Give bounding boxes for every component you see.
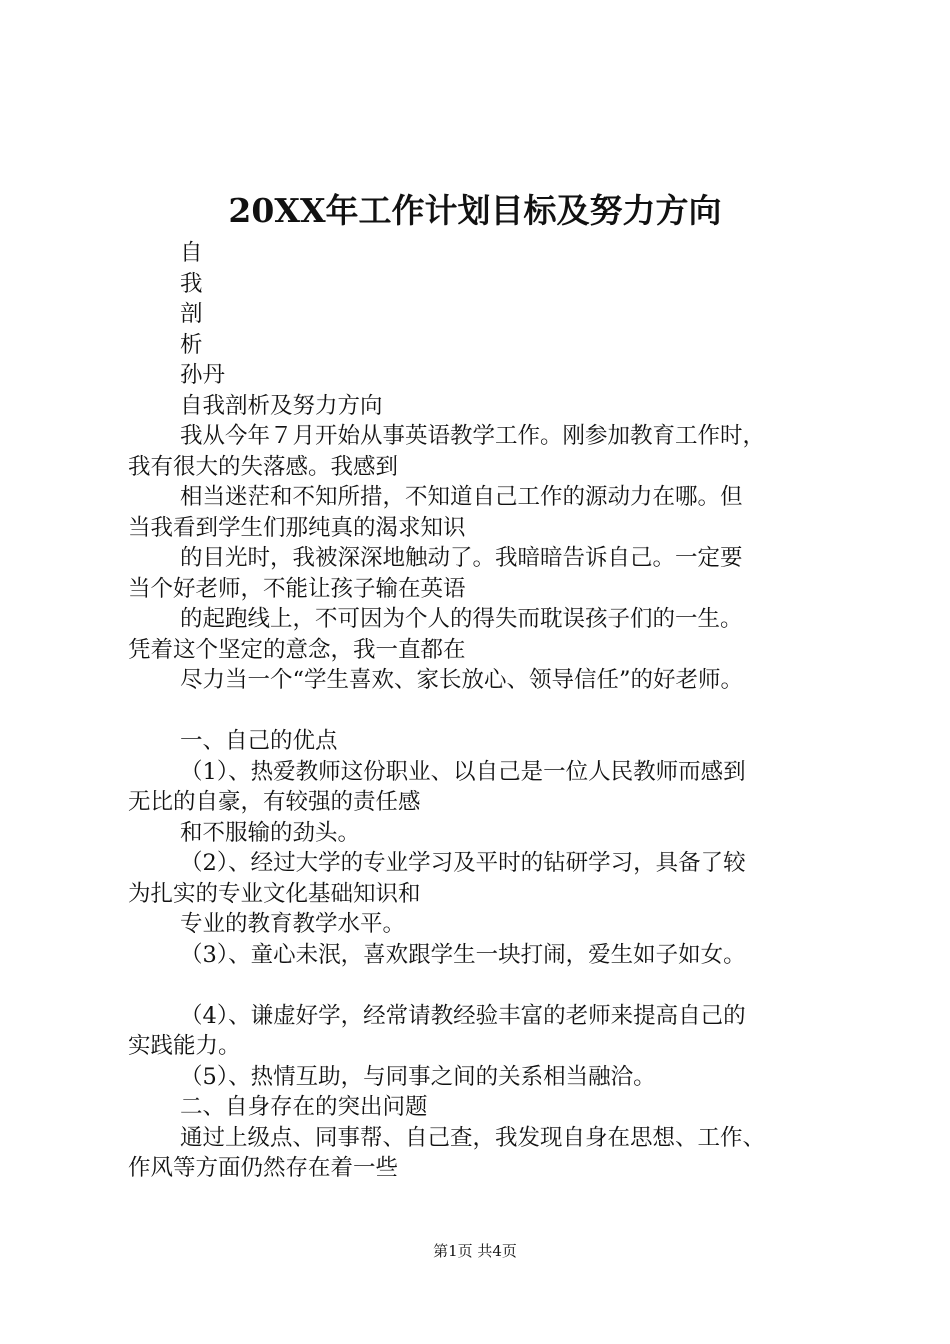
paragraph-line: （3）、童心未泯，喜欢跟学生一块打闹，爱生如子如女。 — [180, 941, 746, 968]
document-body — [128, 238, 858, 1184]
section-heading: 二、自身存在的突出问题 — [180, 1094, 428, 1120]
subtitle: 自我剖析及努力方向 — [180, 392, 383, 419]
blank-line — [128, 696, 858, 727]
vertical-char-3: 剖 — [180, 301, 203, 327]
paragraph-line: 为扎实的专业文化基础知识和 — [128, 880, 421, 907]
page-footer: 第1页 共4页 — [433, 1242, 517, 1260]
paragraph-line: （2）、经过大学的专业学习及平时的钻研学习，具备了较 — [180, 850, 746, 876]
vertical-char-1: 自 — [180, 240, 203, 266]
vertical-char-2: 我 — [180, 270, 203, 297]
paragraph-line: 作风等方面仍然存在着一些 — [128, 1155, 399, 1181]
paragraph-line: 我有很大的失落感。我感到 — [128, 453, 399, 480]
paragraph-line: 实践能力。 — [128, 1033, 241, 1059]
paragraph-line: 尽力当一个“学生喜欢、家长放心、领导信任”的好老师。 — [180, 667, 744, 693]
paragraph-line: 专业的教育教学水平。 — [180, 911, 406, 937]
paragraph-line: （1）、热爱教师这份职业、以自己是一位人民教师而感到 — [180, 758, 746, 785]
paragraph-line: 我从今年７月开始从事英语教学工作。刚参加教育工作时， — [180, 423, 766, 449]
author-name: 孙丹 — [180, 362, 226, 388]
document-title: 20XX年工作计划目标及努力方向 — [228, 191, 722, 230]
paragraph-line: 的目光时，我被深深地触动了。我暗暗告诉自己。一定要 — [180, 545, 743, 571]
blank-line — [128, 970, 858, 1001]
section-heading: 一、自己的优点 — [180, 728, 338, 754]
vertical-char-4: 析 — [180, 331, 203, 358]
paragraph-line: 无比的自豪，有较强的责任感 — [128, 789, 421, 815]
paragraph-line: 的起跑线上，不可因为个人的得失而耽误孩子们的一生。 — [180, 606, 743, 632]
paragraph-line: 相当迷茫和不知所措，不知道自己工作的源动力在哪。但 — [180, 484, 743, 510]
paragraph-line: 和不服输的劲头。 — [180, 819, 361, 846]
paragraph-line: 通过上级点、同事帮、自己查，我发现自身在思想、工作、 — [180, 1124, 766, 1151]
paragraph-line: （4）、谦虚好学，经常请教经验丰富的老师来提高自己的 — [180, 1002, 746, 1029]
paragraph-line: 凭着这个坚定的意念，我一直都在 — [128, 636, 466, 663]
paragraph-line: （5）、热情互助，与同事之间的关系相当融洽。 — [180, 1063, 656, 1090]
paragraph-line: 当我看到学生们那纯真的渴求知识 — [128, 514, 466, 541]
paragraph-line: 当个好老师，不能让孩子输在英语 — [128, 575, 466, 602]
